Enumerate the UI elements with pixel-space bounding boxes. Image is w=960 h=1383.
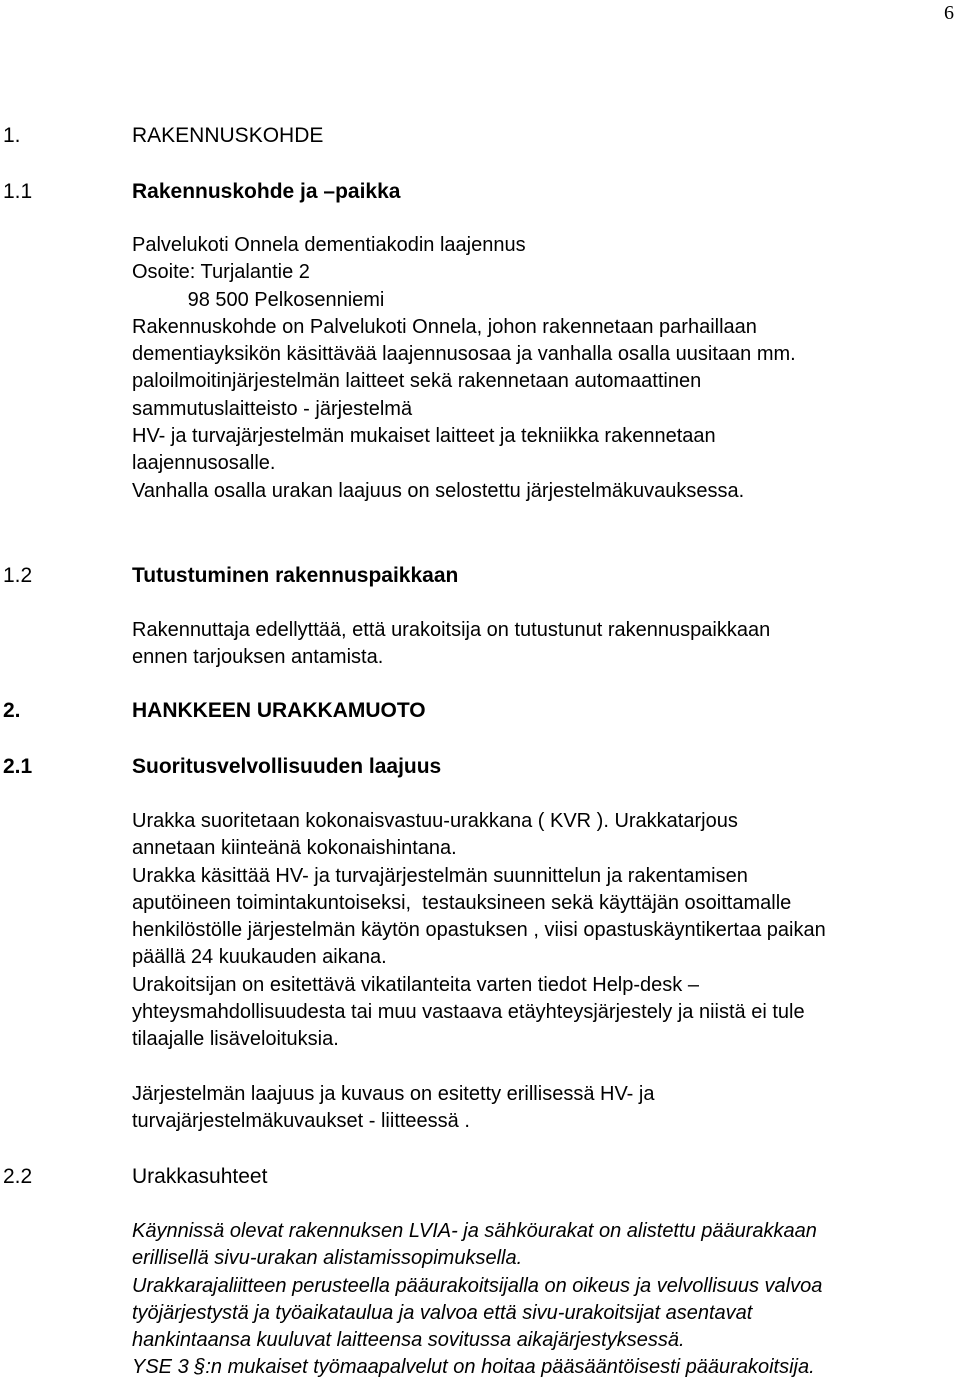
- section-1-2-body: [132, 617, 770, 672]
- body-line: työjärjestystä ja työaikataulua ja valvoa että sivu-urakoitsijat asentavat: [132, 1301, 753, 1324]
- section-2-2-body: [132, 1218, 822, 1382]
- section-2-1-body: [132, 808, 826, 1054]
- body-line: Palvelukoti Onnela dementiakodin laajennus: [132, 234, 526, 256]
- body-line: 98 500 Pelkosenniemi: [132, 288, 385, 311]
- section-2-number: 2.: [3, 699, 21, 722]
- section-2-2-number: 2.2: [3, 1165, 33, 1188]
- section-1-number: 1.: [3, 124, 21, 147]
- body-line: hankintaansa kuuluvat laitteensa sovitussa aikajärjestyksessä.: [132, 1329, 685, 1352]
- section-1-1-title: Rakennuskohde ja –paikka: [132, 180, 401, 203]
- body-line: päällä 24 kuukauden aikana.: [132, 946, 387, 969]
- section-1-2-number: 1.2: [3, 564, 33, 587]
- section-2-1-body-2: [132, 1081, 654, 1136]
- body-line: Vanhalla osalla urakan laajuus on selostettu järjestelmäkuvauksessa.: [132, 479, 745, 502]
- body-line: henkilöstölle järjestelmän käytön opastuksen , viisi opastuskäyntikertaa paikan: [132, 919, 826, 942]
- body-line: laajennusosalle.: [132, 452, 276, 475]
- body-line: HV- ja turvajärjestelmän mukaiset laitteet ja tekniikka rakennetaan: [132, 425, 716, 448]
- body-line: yhteysmahdollisuudesta tai muu vastaava etäyhteysjärjestely ja niistä ei tule: [132, 1001, 805, 1024]
- page-number: 6: [944, 2, 954, 24]
- section-2-2-title: Urakkasuhteet: [132, 1165, 268, 1188]
- body-line: paloilmoitinjärjestelmän laitteet sekä rakennetaan automaattinen: [132, 370, 702, 393]
- body-line: Urakka käsittää HV- ja turvajärjestelmän suunnittelun ja rakentamisen: [132, 864, 748, 887]
- section-2-1-number: 2.1: [3, 755, 33, 778]
- body-line: Rakennuskohde on Palvelukoti Onnela, johon rakennetaan parhaillaan: [132, 315, 757, 338]
- section-2-title: HANKKEEN URAKKAMUOTO: [132, 699, 426, 722]
- body-line: Urakkarajaliitteen perusteella pääurakoitsijalla on oikeus ja velvollisuus valvoa: [132, 1274, 823, 1297]
- body-line: Rakennuttaja edellyttää, että urakoitsija on tutustunut rakennuspaikkaan: [132, 619, 771, 641]
- body-line: turvajärjestelmäkuvaukset - liitteessä .: [132, 1110, 470, 1133]
- section-1-title: RAKENNUSKOHDE: [132, 124, 324, 147]
- body-line: sammutuslaitteisto - järjestelmä: [132, 397, 413, 420]
- body-line: Urakka suoritetaan kokonaisvastuu-urakkana ( KVR ). Urakkatarjous: [132, 810, 738, 832]
- section-1-1-number: 1.1: [3, 180, 33, 203]
- section-1-1-body: [132, 232, 796, 505]
- body-line: Järjestelmän laajuus ja kuvaus on esitetty erillisessä HV- ja: [132, 1083, 655, 1105]
- body-line: tilaajalle lisäveloituksia.: [132, 1028, 339, 1051]
- body-line: Käynnissä olevat rakennuksen LVIA- ja sähköurakat on alistettu pääurakkaan: [132, 1220, 817, 1242]
- body-line: ennen tarjouksen antamista.: [132, 646, 384, 669]
- body-line: YSE 3 §:n mukaiset työmaapalvelut on hoitaa pääsääntöisesti pääurakoitsija.: [132, 1356, 815, 1379]
- section-1-2-title: Tutustuminen rakennuspaikkaan: [132, 564, 459, 587]
- body-line: Osoite: Turjalantie 2: [132, 261, 310, 284]
- body-line: aputöineen toimintakuntoiseksi, testauksineen sekä käyttäjän osoittamalle: [132, 891, 792, 914]
- body-line: Urakoitsijan on esitettävä vikatilanteita varten tiedot Help-desk –: [132, 973, 699, 996]
- body-line: dementiayksikön käsittävää laajennusosaa ja vanhalla osalla uusitaan mm.: [132, 343, 796, 366]
- body-line: erillisellä sivu-urakan alistamissopimuksella.: [132, 1247, 523, 1270]
- section-2-1-title: Suoritusvelvollisuuden laajuus: [132, 755, 442, 778]
- body-line: annetaan kiinteänä kokonaishintana.: [132, 837, 457, 860]
